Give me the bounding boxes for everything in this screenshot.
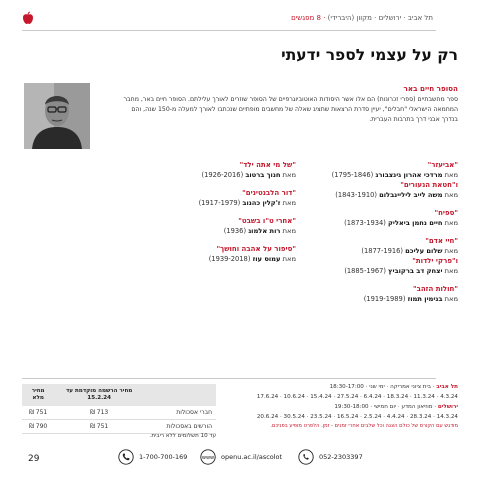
book-author-line: מאת משה לייב ליליינבלום (1843-1910) bbox=[335, 191, 458, 199]
price-header-early: מחיר הרשמה מוקדמת עד 15.2.24 bbox=[54, 384, 144, 406]
footer-phone-main[interactable] bbox=[118, 448, 187, 466]
apple-icon bbox=[22, 11, 34, 25]
price-full: 790 ₪ bbox=[22, 420, 54, 434]
price-table bbox=[22, 384, 216, 434]
schedule-divider bbox=[22, 378, 436, 379]
header-city-1: תל אביב bbox=[407, 14, 433, 22]
globe-icon bbox=[200, 449, 216, 465]
book-title: "אביעזר" bbox=[427, 161, 458, 169]
book-author-line: מאת ז'קלין כהנוב (1917-1979) bbox=[198, 199, 296, 207]
book-author-line: מאת מרדכי אהרון גינצבורג (1795-1846) bbox=[331, 171, 458, 179]
book-title: "אחרי ט"ו בשבט" bbox=[238, 217, 296, 225]
book-item bbox=[126, 160, 296, 180]
book-item bbox=[126, 188, 296, 208]
book-title: ו"חטאת הנעורים" bbox=[400, 181, 458, 189]
book-title: "חולות הזהב" bbox=[412, 285, 458, 293]
header-breadcrumb: תל אביב · ירושלים · מקוון (היברידי) · 8 מפגשים bbox=[291, 14, 433, 22]
book-author-line: מאת בנימין תמוז (1919-1989) bbox=[363, 295, 458, 303]
footer-phone-mobile[interactable] bbox=[298, 448, 363, 466]
book-author-line: מאת רות אלמוג (1936) bbox=[223, 227, 296, 235]
footer-phone-mobile-number: 052-2303397 bbox=[319, 453, 363, 461]
price-row-label: חברי אסכולות bbox=[144, 406, 216, 420]
schedule-line: ירושלים · מוזיאון המדע · יום חמישי · 19:30-18:00 bbox=[334, 404, 458, 410]
book-item bbox=[126, 244, 296, 264]
price-note: עד 10 תשלומים ללא ריבית. bbox=[149, 433, 216, 439]
schedule-note: מודגש עם הקורס של כולם הצגה וכל שלבים אחרי זמנים - זמן. הלפרט מופיע בפניכם. bbox=[270, 423, 458, 429]
price-row bbox=[22, 420, 216, 434]
price-row-label: הורשים באסכולות bbox=[144, 420, 216, 434]
book-item bbox=[258, 284, 458, 304]
book-title: "ספיח" bbox=[434, 209, 458, 217]
page-number: 29 bbox=[28, 454, 40, 464]
schedule-line: 4.3.24 · 11.3.24 · 18.3.24 · 6.4.24 · 27.5.24 · 15.4.24 · 10.6.24 · 17.6.24 bbox=[256, 394, 458, 400]
price-row bbox=[22, 406, 216, 420]
schedule-line: תל אביב · בית ציוני אמריקה · ימי שני · 18:30-17:00 bbox=[329, 384, 458, 390]
price-full: 751 ₪ bbox=[22, 406, 54, 420]
price-table-header-row bbox=[22, 384, 216, 406]
price-header-full: מחיר מלא bbox=[22, 384, 54, 406]
footer-website-text: openu.ac.il/ascolot bbox=[221, 453, 283, 461]
book-author-line: מאת חיים נחמן ביאליק (1873-1934) bbox=[344, 219, 458, 227]
header-divider bbox=[22, 30, 436, 31]
header-city-2: ירושלים bbox=[378, 14, 402, 22]
book-title: ו"פרקי ילדות" bbox=[412, 257, 458, 265]
schedule-block bbox=[208, 382, 458, 431]
book-author-line: מאת עמוס עוז (1939-2018) bbox=[208, 255, 296, 263]
svg-text:www: www bbox=[201, 455, 215, 461]
price-early: 751 ₪ bbox=[54, 420, 144, 434]
author-heading: הסופר חיים באר bbox=[403, 84, 458, 93]
footer-website-link[interactable] bbox=[200, 448, 282, 466]
books-left-column bbox=[126, 160, 296, 272]
book-author-line: מאת יצחק דב ברקוביץ (1885-1967) bbox=[344, 267, 458, 275]
book-title: "חיי אדם" bbox=[425, 237, 458, 245]
page-title: רק על עצמי לספר ידעתי bbox=[281, 46, 458, 64]
book-author-line: מאת חנוך ברטוב (1926-2016) bbox=[201, 171, 296, 179]
book-item bbox=[126, 216, 296, 236]
book-title: "של מי אתה ילד" bbox=[239, 161, 296, 169]
book-author-line: מאת שלום עליכם (1877-1916) bbox=[361, 247, 458, 255]
price-early: 713 ₪ bbox=[54, 406, 144, 420]
book-title: "דור הלבנטינים" bbox=[242, 189, 296, 197]
whatsapp-icon bbox=[298, 449, 314, 465]
schedule-line: 14.3.24 · 28.3.24 · 4.4.24 · 2.5.24 · 16.5.24 · 23.5.24 · 30.5.24 · 20.6.24 bbox=[256, 414, 458, 420]
author-photo bbox=[24, 83, 90, 149]
price-header-label bbox=[144, 384, 216, 406]
phone-icon bbox=[118, 449, 134, 465]
header-course-type: מקוון (היברידי) bbox=[327, 14, 372, 22]
author-bio: ספר מחשבתיים (ספרי זכרונות) הם אלו אשר היסודות האוטוביוגרפיים של הסופר שוזרים לאורך עלילתם. הסופר חיים באר, מחבר המחמאה הישראלי "חבלים", יעיין סדרת הרצאות שתציג שאלה של מחשבים מופתיים שנכתבו לאורך למעלה מ-150 שנה, והם בנדרך אבני דרך בתרבות העברית. bbox=[123, 96, 458, 123]
book-title: "סיפור על אהבה וחושך" bbox=[216, 245, 296, 253]
header-meetings: 8 מפגשים bbox=[291, 14, 321, 22]
footer-phone-main-number: 1-700-700-169 bbox=[139, 453, 188, 461]
